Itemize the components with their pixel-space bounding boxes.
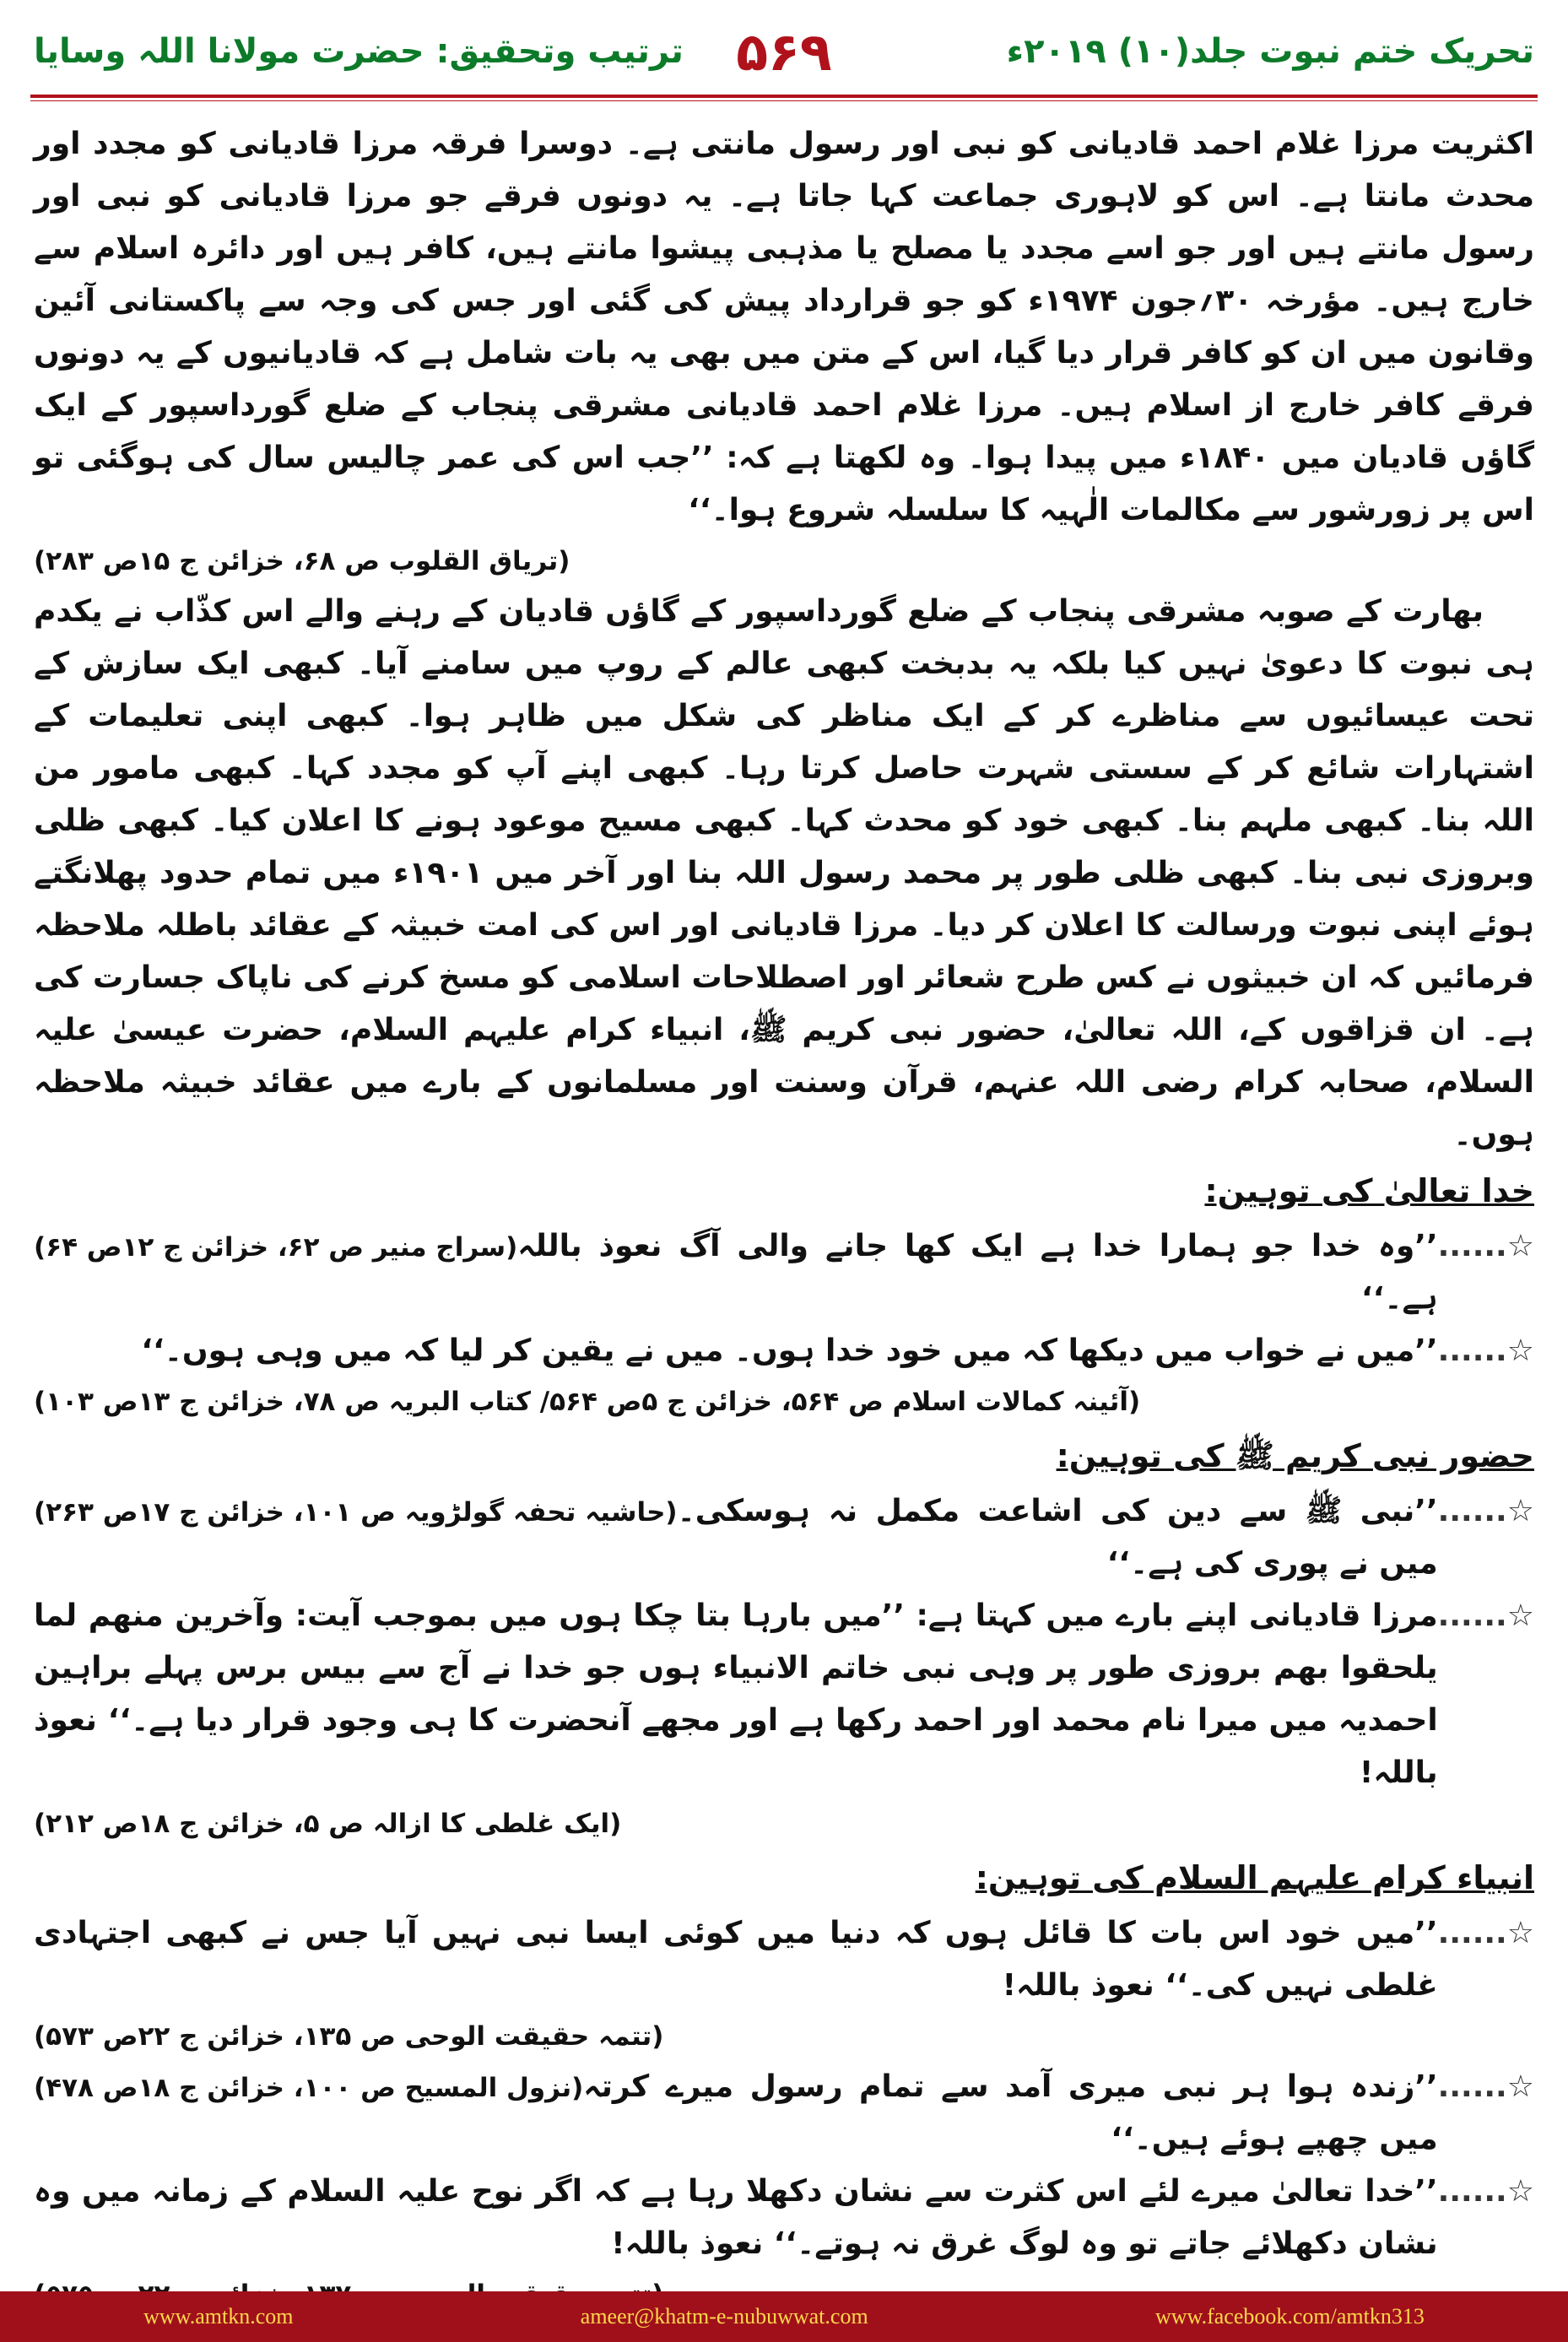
star-marker: ☆...... <box>1437 1916 1534 1950</box>
section-tail-reference: (آئینہ کمالات اسلام ص ۵۶۴، خزائن ج ۵ص ۵۶۴/ کتاب البریہ ص ۷۸، خزائن ج ۱۳ص ۱۰۳) <box>34 1387 1141 1417</box>
quote-text: ’’زندہ ہوا ہر نبی میری آمد سے تمام رسول میرے کرتہ میں چھپے ہوئے ہیں۔‘‘ <box>583 2069 1438 2156</box>
quote-reference: (ایک غلطی کا ازالہ ص ۵، خزائن ج ۱۸ص ۲۱۲) <box>34 1809 622 1839</box>
intro-reference-1: (تریاق القلوب ص ۶۸، خزائن ج ۱۵ص ۲۸۳) <box>34 546 570 576</box>
intro-paragraph-2: بھارت کے صوبہ مشرقی پنجاب کے ضلع گورداسپور کے گاؤں قادیان کے رہنے والے اس کذّاب نے یکدم ہی نبوت کا دعویٰ نہیں کیا بلکہ یہ بدبخت کبھی عالم کے روپ میں سامنے آیا۔ کبھی ایک سازش کے تحت عیسائیوں سے مناظرے کر کے ایک مناظر کی شکل میں ظاہر ہوا۔ کبھی اپنی تعلیمات کے اشتہارات شائع کر کے سستی شہرت حاصل کرتا رہا۔ کبھی اپنے آپ کو مجدد کہا۔ کبھی مامور من اللہ بنا۔ کبھی ملہم بنا۔ کبھی خود کو محدث کہا۔ کبھی مسیح موعود ہونے کا اعلان کیا۔ کبھی ظلی وبروزی نبی بنا۔ کبھی ظلی طور پر محمد رسول اللہ بنا اور آخر میں ۱۹۰۱ء میں تمام حدود پھلانگتے ہوئے اپنی نبوت ورسالت کا اعلان کر دیا۔ مرزا قادیانی اور اس کی امت خبیثہ کے عقائد باطلہ ملاحظہ فرمائیں کہ ان خبیثوں نے کس طرح شعائر اور اصطلاحات اسلامی کو مسخ کرنے کی ناپاک جسارت کی ہے۔ ان قزاقوں کے، اللہ تعالیٰ، حضور نبی کریم ﷺ، انبیاء کرام علیہم السلام، حضرت عیسیٰ علیہ السلام، صحابہ کرام رضی اللہ عنہم، قرآن وسنت اور مسلمانوں کے بارے میں عقائد خبیثہ ملاحظہ ہوں۔ <box>34 594 1534 1152</box>
book-title: تحریک ختم نبوت جلد(۱۰) ۲۰۱۹ء <box>1006 32 1534 71</box>
quote-item <box>34 1590 1534 1799</box>
quote-text: ’’میں خود اس بات کا قائل ہوں کہ دنیا میں کوئی ایسا نبی نہیں آیا جس نے کبھی اجتہادی غلطی نہیں کی۔‘‘ نعوذ باللہ! <box>34 1916 1438 2003</box>
section-heading-god: خدا تعالیٰ کی توہین: <box>1204 1172 1534 1209</box>
page-body <box>34 118 1534 2319</box>
quote-text: ’’وہ خدا جو ہمارا خدا ہے ایک کھا جانے والی آگ نعوذ باللہ ہے۔‘‘ <box>517 1229 1438 1316</box>
star-marker: ☆...... <box>1437 1229 1534 1263</box>
quote-item <box>34 2166 1534 2270</box>
footer-facebook-link[interactable]: www.facebook.com/amtkn313 <box>1154 2304 1425 2328</box>
footer-website-link[interactable]: www.amtkn.com <box>143 2304 294 2328</box>
section-heading-prophets: انبیاء کرام علیہم السلام کی توہین: <box>975 1859 1534 1896</box>
star-marker: ☆...... <box>1437 1598 1534 1633</box>
page-footer <box>0 2291 1568 2342</box>
page-header <box>0 0 1568 101</box>
quote-item <box>34 1485 1534 1590</box>
header-rule <box>30 95 1538 98</box>
quote-reference: (سراج منیر ص ۶۲، خزائن ج ۱۲ص ۶۴) <box>34 1232 518 1263</box>
quote-reference: (نزول المسیح ص ۱۰۰، خزائن ج ۱۸ص ۴۷۸) <box>34 2073 584 2103</box>
quote-text: ’’میں نے خواب میں دیکھا کہ میں خود خدا ہوں۔ میں نے یقین کر لیا کہ میں وہی ہوں۔‘‘ <box>141 1333 1438 1368</box>
quote-text: ’’خدا تعالیٰ میرے لئے اس کثرت سے نشان دکھلا رہا ہے کہ اگر نوح علیہ السلام کے زمانہ میں وہ نشان دکھلائے جاتے تو وہ لوگ غرق نہ ہوتے۔‘‘ نعوذ باللہ! <box>34 2174 1438 2261</box>
quote-item <box>34 1220 1534 1325</box>
quote-text: ’’نبی ﷺ سے دین کی اشاعت مکمل نہ ہوسکی۔ میں نے پوری کی ہے۔‘‘ <box>677 1494 1438 1581</box>
star-marker: ☆...... <box>1437 1333 1534 1368</box>
footer-email-link[interactable]: ameer@khatm-e-nubuwwat.com <box>580 2304 868 2328</box>
star-marker: ☆...... <box>1437 2174 1534 2209</box>
quote-item <box>34 1907 1534 2012</box>
quote-reference: (تتمہ حقیقت الوحی ص ۱۳۵، خزائن ج ۲۲ص ۵۷۳) <box>34 2021 664 2052</box>
page-number: ۵۶۹ <box>736 21 832 83</box>
quote-reference: (حاشیہ تحفہ گولڑویہ ص ۱۰۱، خزائن ج ۱۷ص ۲۶۳) <box>34 1497 678 1528</box>
intro-paragraph-1: اکثریت مرزا غلام احمد قادیانی کو نبی اور رسول مانتی ہے۔ دوسرا فرقہ مرزا قادیانی کو مجدد اور محدث مانتا ہے۔ اس کو لاہوری جماعت کہا جاتا ہے۔ یہ دونوں فرقے جو مرزا قادیانی کو نبی اور رسول مانتے ہیں اور جو اسے مجدد یا مصلح یا مذہبی پیشوا مانتے ہیں، کافر ہیں اور دائرہ اسلام سے خارج ہیں۔ مؤرخہ ۳۰؍جون ۱۹۷۴ء کو جو قرارداد پیش کی گئی اور جس کی وجہ سے پاکستانی آئین وقانون میں ان کو کافر قرار دیا گیا، اس کے متن میں بھی یہ بات شامل ہے کہ قادیانیوں کے یہ دونوں فرقے کافر خارج از اسلام ہیں۔ مرزا غلام احمد قادیانی مشرقی پنجاب کے ضلع گورداسپور کے ایک گاؤں قادیان میں ۱۸۴۰ء میں پیدا ہوا۔ وہ لکھتا ہے کہ: ’’جب اس کی عمر چالیس سال کی ہوگئی تو اس پر زورشور سے مکالمات الٰہیہ کا سلسلہ شروع ہوا۔‘‘ <box>34 127 1534 527</box>
compiler-credit: ترتیب وتحقیق: حضرت مولانا اللہ وسایا <box>34 32 684 71</box>
quote-text: مرزا قادیانی اپنے بارے میں کہتا ہے: ’’میں بارہا بتا چکا ہوں میں بموجب آیت: وآخرین منهم لما یلحقوا بهم بروزی طور پر وہی نبی خاتم الانبیاء ہوں جو خدا نے آج سے بیس برس پہلے براہین احمدیہ میں میرا نام محمد اور احمد رکھا ہے اور مجھے آنحضرت کا ہی وجود قرار دیا ہے۔‘‘ نعوذ باللہ! <box>34 1598 1438 1790</box>
section-heading-prophet: حضور نبی کریم ﷺ کی توہین: <box>1056 1437 1534 1474</box>
header-rule-thin <box>30 100 1538 101</box>
star-marker: ☆...... <box>1437 2069 1534 2104</box>
quote-item <box>34 2061 1534 2166</box>
star-marker: ☆...... <box>1437 1494 1534 1528</box>
quote-item <box>34 1325 1534 1377</box>
